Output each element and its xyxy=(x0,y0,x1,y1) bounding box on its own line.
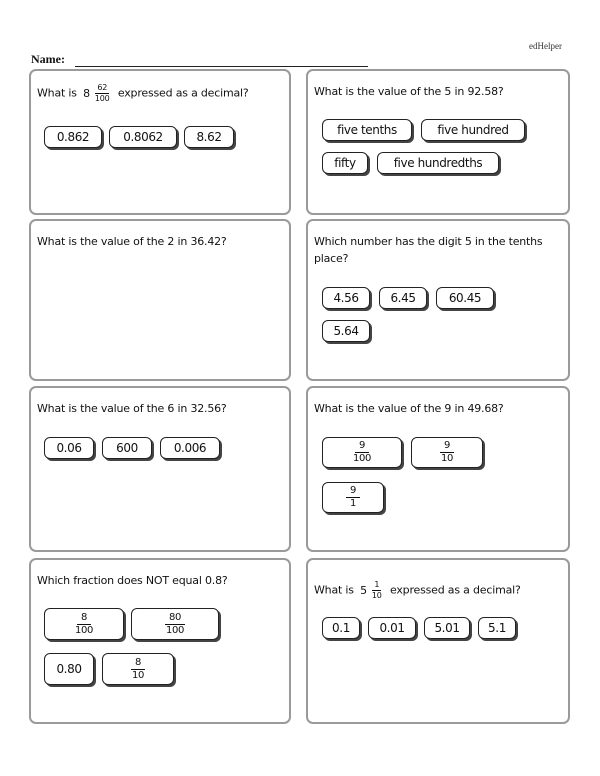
answer-option[interactable]: 8.62 xyxy=(184,126,234,148)
mixed-number: 5 $\frac{1}{10}$ xyxy=(360,580,382,600)
answer-option[interactable]: five hundredths xyxy=(377,152,499,174)
question-text: What is the value of the 6 in 32.56? xyxy=(37,402,227,415)
answer-option[interactable]: 0.01 xyxy=(368,617,416,639)
fraction: $\frac{8}{100}$ xyxy=(75,611,93,636)
mixed-number: 8 $\frac{62}{100}$ xyxy=(83,83,110,103)
answer-option[interactable] xyxy=(322,437,402,468)
answer-option[interactable]: 0.1 xyxy=(322,617,360,639)
name-label: Name: xyxy=(31,52,65,66)
answer-option[interactable]: 0.8062 xyxy=(109,126,177,148)
fraction: $\frac{9}{100}$ xyxy=(353,440,371,464)
question-card-7 xyxy=(29,558,291,724)
answer-option[interactable] xyxy=(411,437,483,468)
answer-option[interactable]: 6.45 xyxy=(379,287,427,309)
question-card-3 xyxy=(29,219,291,381)
question-card-5 xyxy=(29,386,291,552)
answer-option[interactable] xyxy=(322,482,384,513)
answer-option[interactable]: five hundred xyxy=(421,119,525,141)
answer-option[interactable]: 0.006 xyxy=(160,437,220,459)
question-text: What is 8 $\frac{62}{100}$ expressed as a decimal? xyxy=(37,83,249,103)
answer-option[interactable]: 600 xyxy=(102,437,152,459)
question-card-8 xyxy=(306,558,570,724)
question-card-4 xyxy=(306,219,570,381)
answer-option[interactable]: 0.80 xyxy=(44,653,94,685)
answer-option[interactable]: 60.45 xyxy=(436,287,494,309)
question-card-1 xyxy=(29,69,291,215)
answer-option[interactable]: 5.64 xyxy=(322,320,370,342)
fraction: $\frac{80}{100}$ xyxy=(166,611,184,636)
answer-option[interactable]: 4.56 xyxy=(322,287,370,309)
fraction: $\frac{9}{10}$ xyxy=(441,440,453,464)
question-text: Which fraction does NOT equal 0.8? xyxy=(37,574,228,587)
question-text: What is the value of the 5 in 92.58? xyxy=(314,85,504,98)
answer-option[interactable] xyxy=(44,608,124,640)
answer-option[interactable]: five tenths xyxy=(322,119,412,141)
answer-option[interactable] xyxy=(131,608,219,640)
question-text: What is 5 $\frac{1}{10}$ expressed as a decimal? xyxy=(314,580,521,600)
fraction: $\frac{9}{1}$ xyxy=(346,485,360,510)
answer-option[interactable]: 0.862 xyxy=(44,126,102,148)
answer-option[interactable]: 5.1 xyxy=(478,617,516,639)
answer-option[interactable] xyxy=(102,653,174,685)
question-text: Which number has the digit 5 in the tenths place? xyxy=(314,235,543,265)
name-input-line[interactable] xyxy=(75,66,368,67)
answer-option[interactable]: fifty xyxy=(322,152,368,174)
answer-option[interactable]: 5.01 xyxy=(424,617,470,639)
fraction: $\frac{8}{10}$ xyxy=(132,656,144,681)
question-text: What is the value of the 9 in 49.68? xyxy=(314,402,504,415)
brand-label: edHelper xyxy=(529,41,562,51)
answer-option[interactable]: 0.06 xyxy=(44,437,94,459)
question-card-2 xyxy=(306,69,570,215)
question-text: What is the value of the 2 in 36.42? xyxy=(37,235,227,248)
question-card-6 xyxy=(306,386,570,552)
